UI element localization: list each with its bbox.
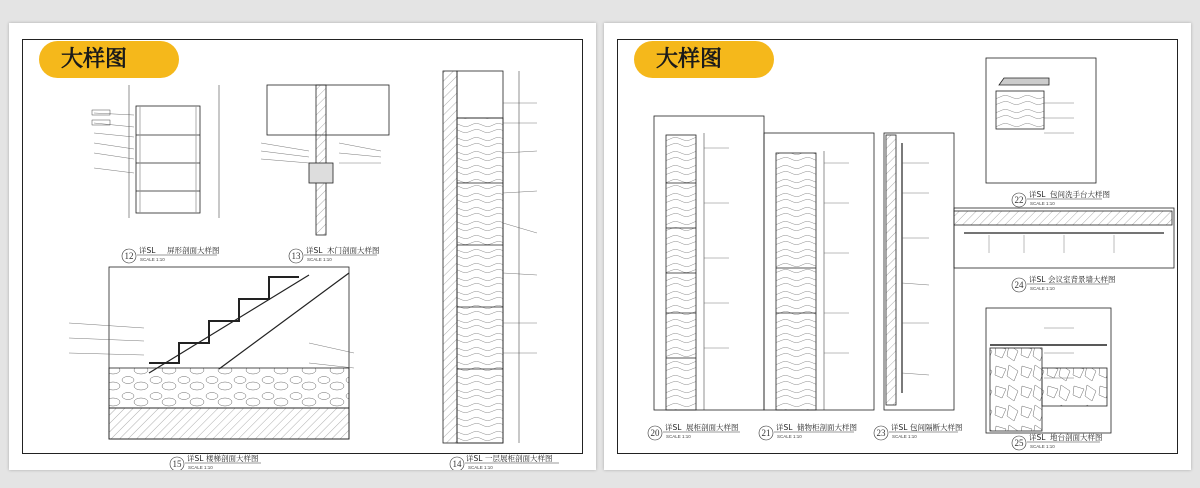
detail-number: 23	[876, 428, 886, 438]
detail-scale: SCALE 1:10	[468, 465, 493, 470]
detail-scale: SCALE 1:10	[140, 257, 165, 262]
detail-14-tall-cabinet	[443, 71, 537, 443]
section-label: 大样图	[39, 41, 179, 78]
detail-number: 15	[172, 459, 182, 469]
detail-number: 14	[452, 459, 462, 469]
detail-25-platform	[986, 308, 1111, 433]
caption-25	[1012, 432, 1103, 450]
detail-title: 包间隔断大样图	[910, 423, 963, 432]
caption-13	[289, 245, 380, 263]
detail-scale: SCALE 1:10	[1030, 201, 1055, 206]
detail-prefix: 详SL	[139, 246, 156, 255]
detail-scale: SCALE 1:10	[1030, 286, 1055, 291]
section-label: 大样图	[634, 41, 774, 78]
caption-24	[1012, 274, 1116, 292]
detail-scale: SCALE 1:10	[666, 434, 691, 439]
detail-number: 12	[124, 251, 134, 261]
detail-prefix: 详SL	[665, 423, 682, 432]
detail-drawings-right	[604, 23, 1191, 470]
detail-scale: SCALE 1:10	[188, 465, 213, 470]
caption-22	[1012, 189, 1110, 207]
detail-13-door	[261, 85, 389, 235]
detail-title: 会议室背景墙大样图	[1048, 275, 1116, 284]
detail-15-stair	[69, 267, 354, 439]
detail-22-washbasin	[986, 58, 1096, 183]
detail-title: 地台剖面大样图	[1050, 433, 1103, 442]
detail-24-wall	[954, 208, 1174, 268]
detail-title: 一层展柜剖面大样图	[485, 454, 553, 463]
detail-title: 储物柜剖面大样图	[797, 423, 857, 432]
detail-prefix: 详SL	[1029, 190, 1046, 199]
detail-number: 20	[650, 428, 660, 438]
detail-number: 21	[761, 428, 771, 438]
detail-scale: SCALE 1:10	[307, 257, 332, 262]
detail-prefix: 详SL	[1029, 275, 1046, 284]
caption-20	[648, 422, 740, 440]
detail-23-partition	[884, 133, 954, 410]
caption-23	[874, 422, 963, 440]
detail-title: 楼梯剖面大样图	[206, 454, 259, 463]
detail-prefix: 详SL	[776, 423, 793, 432]
detail-title: 包间洗手台大样图	[1050, 190, 1110, 199]
detail-title: 屏形剖面大样图	[167, 246, 220, 255]
detail-scale: SCALE 1:10	[892, 434, 917, 439]
detail-21-storage-cabinet	[764, 133, 874, 410]
detail-number: 25	[1014, 438, 1024, 448]
caption-12	[122, 245, 220, 263]
caption-21	[759, 422, 857, 440]
detail-drawings-left	[9, 23, 596, 470]
detail-prefix: 详SL	[187, 454, 204, 463]
detail-number: 24	[1014, 280, 1024, 290]
detail-20-display-cabinet	[654, 116, 764, 410]
detail-number: 22	[1014, 195, 1024, 205]
detail-prefix: 详SL	[1029, 433, 1046, 442]
detail-title: 展柜剖面大样图	[686, 423, 739, 432]
detail-prefix: 详SL	[306, 246, 323, 255]
detail-scale: SCALE 1:10	[777, 434, 802, 439]
detail-prefix: 详SL	[466, 454, 483, 463]
caption-14	[450, 453, 559, 470]
drawing-sheet-left	[9, 23, 596, 470]
detail-scale: SCALE 1:10	[1030, 444, 1055, 449]
detail-title: 木门剖面大样图	[327, 246, 380, 255]
caption-15	[170, 453, 261, 470]
detail-prefix: 详SL	[891, 423, 908, 432]
detail-12-cabinet	[92, 85, 219, 218]
drawing-sheet-right	[604, 23, 1191, 470]
detail-number: 13	[291, 251, 301, 261]
